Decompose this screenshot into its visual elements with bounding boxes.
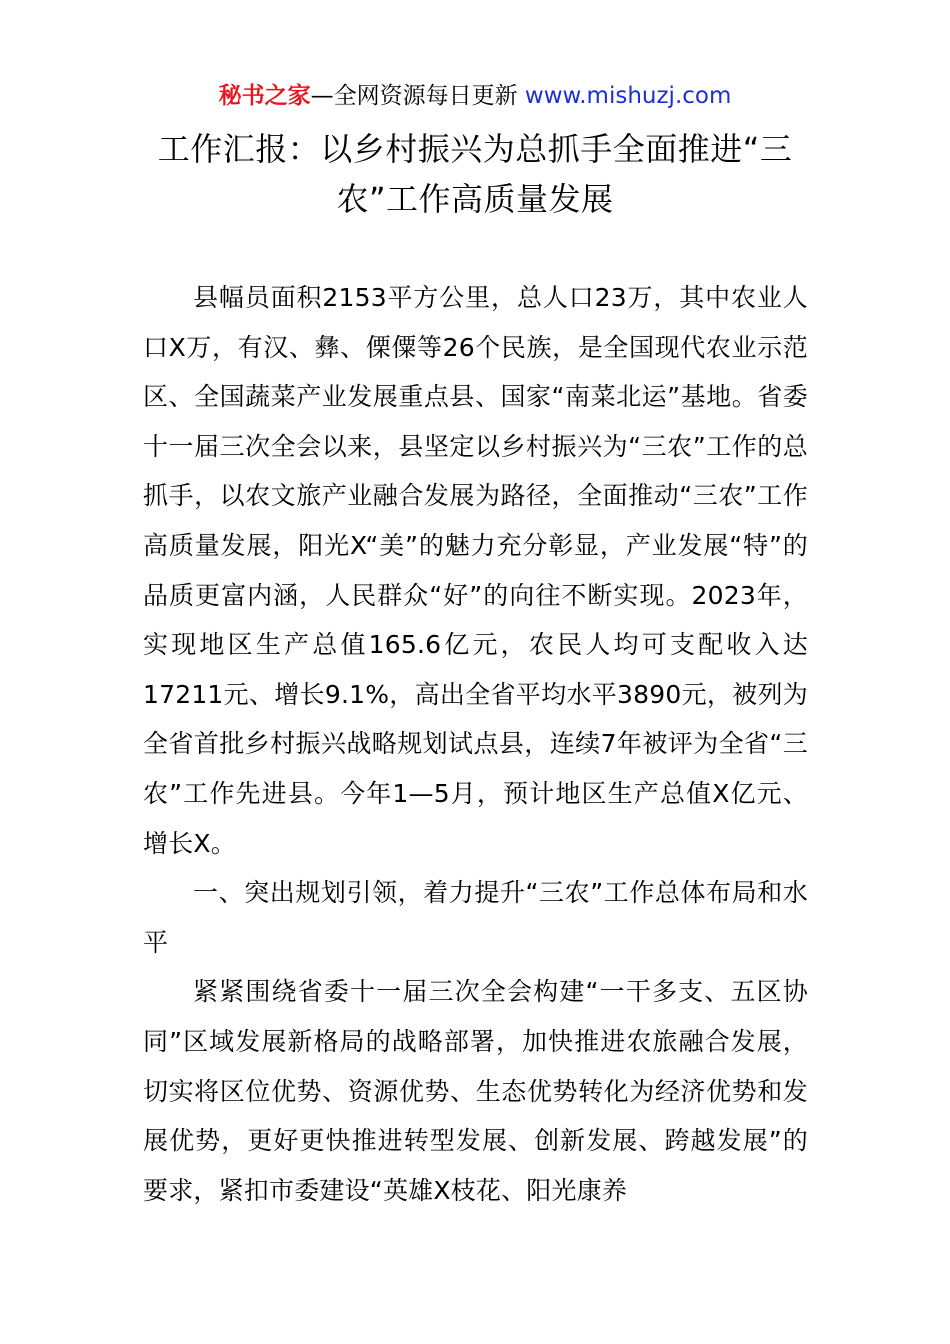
section-heading: 一、突出规划引领，着力提升“三农”工作总体布局和水平 xyxy=(143,878,808,957)
document-body xyxy=(143,273,808,1215)
site-url-link[interactable]: www.mishuzj.com xyxy=(524,83,732,109)
site-header xyxy=(0,80,950,112)
body-paragraph: 县幅员面积2153平方公里，总人口23万，其中农业人口X万，有汉、彝、傈僳等26个民族，是全国现代农业示范区、全国蔬菜产业发展重点县、国家“南菜北运”基地。省委十一届三次全会以来，县坚定以乡村振兴为“三农”工作的总抓手，以农文旅产业融合发展为路径，全面推动“三农”工作高质量发展，阳光X“美”的魅力充分彰显，产业发展“特”的品质更富内涵，人民群众“好”的向往不断实现。2023年，实现地区生产总值165.6亿元，农民人均可支配收入达17211元、增长9.1%，高出全省平均水平3890元，被列为全省首批乡村振兴战略规划试点县，连续7年被评为全省“三农”工作先进县。今年1—5月，预计地区生产总值X亿元、增长X。 xyxy=(143,283,808,858)
brand-name: 秘书之家 xyxy=(218,83,311,109)
site-tagline: —全网资源每日更新 xyxy=(310,83,525,109)
document-title: 工作汇报：以乡村振兴为总抓手全面推进“三农”工作高质量发展 xyxy=(157,130,793,218)
body-paragraph: 紧紧围绕省委十一届三次全会构建“一干多支、五区协同”区域发展新格局的战略部署，加快推进农旅融合发展，切实将区位优势、资源优势、生态优势转化为经济优势和发展优势，更好更快推进转型发展、创新发展、跨越发展”的要求，紧扣市委建设“英雄X枝花、阳光康养 xyxy=(143,977,808,1205)
